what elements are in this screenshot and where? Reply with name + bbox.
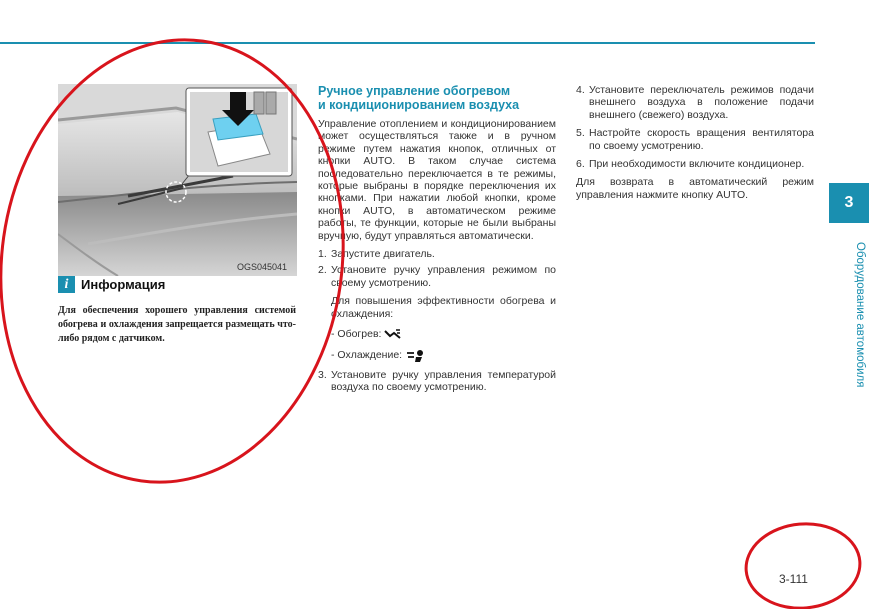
steps-continued [576,84,814,201]
section-intro: Управление отоплением и кондиционированием может осуществляться также и в ручном режиме путем нажатия кнопок, отличных от кнопки AUTO. В таком случае система последовательно переключается в те режимы, которые выбраны в порядке переключения их кнопками. При нажатии любой кнопки, кроме кнопки AUTO, в автоматическом режиме работы, те функции, которые не были выбраны вручную, будут управляться автоматически. [318,118,556,242]
page-number: 3-111 [779,572,808,586]
efficiency-note: Для повышения эффективности обогрева и охлаждения: [331,295,556,320]
step-3 [318,369,556,394]
section-title-line2: и кондиционированием воздуха [318,98,520,112]
info-title: Информация [81,277,166,292]
step-number: 5. [576,127,585,140]
step-text: Запустите двигатель. [331,248,435,261]
cooling-mode [331,349,556,363]
step-6 [576,158,814,170]
step-number: 2. [318,264,327,277]
chapter-title: Оборудование автомобиля [854,242,866,388]
step-2 [318,264,556,289]
step-4 [576,84,814,121]
windshield-figure [58,84,297,276]
step-number: 3. [318,368,327,381]
heating-label: - Обогрев: [331,328,382,341]
step-text: Установите ручку управления температурой воздуха по своему усмотрению. [331,368,556,393]
section-title-line1: Ручное управление обогревом [318,84,511,98]
figure-code: OGS045041 [237,262,288,272]
step-text: Установите переключатель режимов подачи внешнего воздуха в положение подачи внешнего (свежего) воздуха. [589,84,814,121]
step-number: 1. [318,248,327,261]
windshield-illustration [58,84,297,276]
header-rule [0,42,815,44]
step-number: 4. [576,84,585,96]
step-text: Настройте скорость вращения вентилятора по своему усмотрению. [589,127,814,152]
info-icon: i [58,276,75,293]
face-vent-icon [406,349,426,363]
chapter-tab: 3 [829,183,869,223]
floor-vent-icon [384,328,402,340]
return-note: Для возврата в автоматический режим управления нажмите кнопку AUTO. [576,176,814,201]
step-number: 6. [576,158,585,171]
step-text: Установите ручку управления режимом по своему усмотрению. [331,264,556,289]
step-text: При необходимости включите кондиционер. [589,158,805,171]
manual-control-section [318,84,556,393]
step-1 [318,248,556,260]
info-text: Для обеспечения хорошего управления системой обогрева и охлаждения запрещается размещать что-либо рядом с датчиком. [58,305,296,344]
cooling-label: - Охлаждение: [331,349,403,362]
info-header [58,276,165,293]
annotation-circle-page [743,519,864,609]
heating-mode [331,328,556,340]
step-5 [576,127,814,152]
